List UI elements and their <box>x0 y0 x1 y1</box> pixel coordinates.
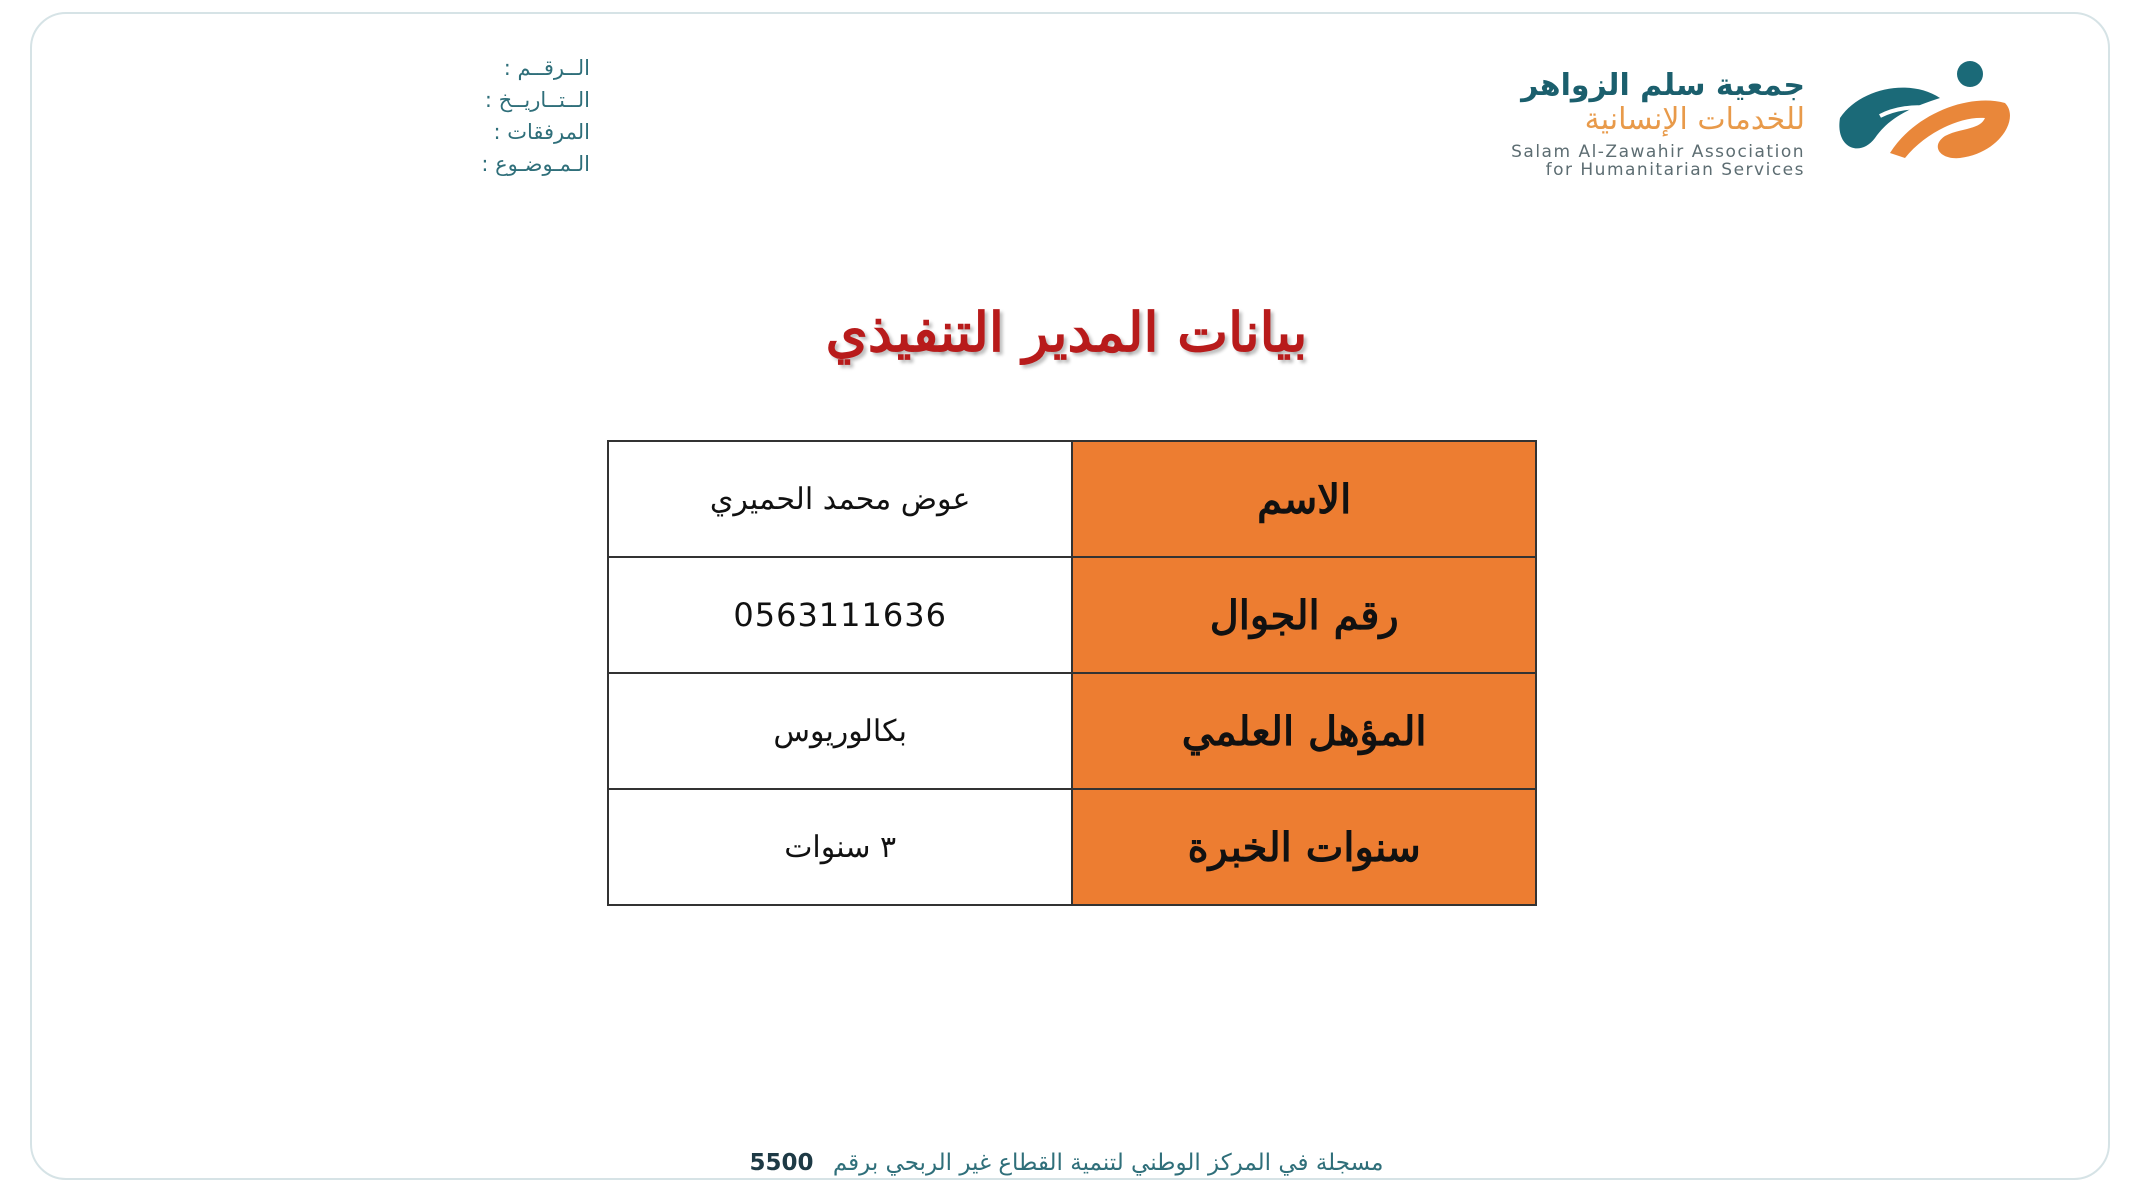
reference-number-label: الــرقــم : <box>503 56 590 80</box>
table-row <box>608 673 1536 789</box>
page-title: بيانات المدير التنفيذي <box>825 300 1308 364</box>
registration-number: 5500 <box>749 1150 814 1176</box>
registration-footer <box>0 1150 2133 1176</box>
logo-mark-icon <box>1820 58 2020 168</box>
org-name-en-line1: Salam Al-Zawahir Association <box>1511 142 1805 162</box>
mobile-value: 0563111636 <box>608 557 1072 673</box>
qualification-label: المؤهل العلمي <box>1072 673 1536 789</box>
experience-label: سنوات الخبرة <box>1072 789 1536 905</box>
table-row <box>608 441 1536 557</box>
reference-subject-label: الـمـوضـوع : <box>481 152 590 176</box>
qualification-value: بكالوريوس <box>608 673 1072 789</box>
name-label: الاسم <box>1072 441 1536 557</box>
reference-attachments-label: المرفقات : <box>493 120 590 144</box>
table-row <box>608 557 1536 673</box>
reference-date-label: الــتــاريــخ : <box>484 88 590 112</box>
mobile-label: رقم الجوال <box>1072 557 1536 673</box>
reference-block <box>400 52 590 180</box>
registration-text: مسجلة في المركز الوطني لتنمية القطاع غير الربحي برقم <box>832 1150 1384 1176</box>
org-name-ar-line2: للخدمات الإنسانية <box>1584 102 1805 137</box>
table-row <box>608 789 1536 905</box>
org-name-en-line2: for Humanitarian Services <box>1545 160 1805 180</box>
org-name-ar-line1: جمعية سلم الزواهر <box>1521 68 1805 103</box>
experience-value: ٣ سنوات <box>608 789 1072 905</box>
name-value: عوض محمد الحميري <box>608 441 1072 557</box>
executive-director-table <box>607 440 1537 906</box>
organization-logo <box>1420 58 2020 180</box>
